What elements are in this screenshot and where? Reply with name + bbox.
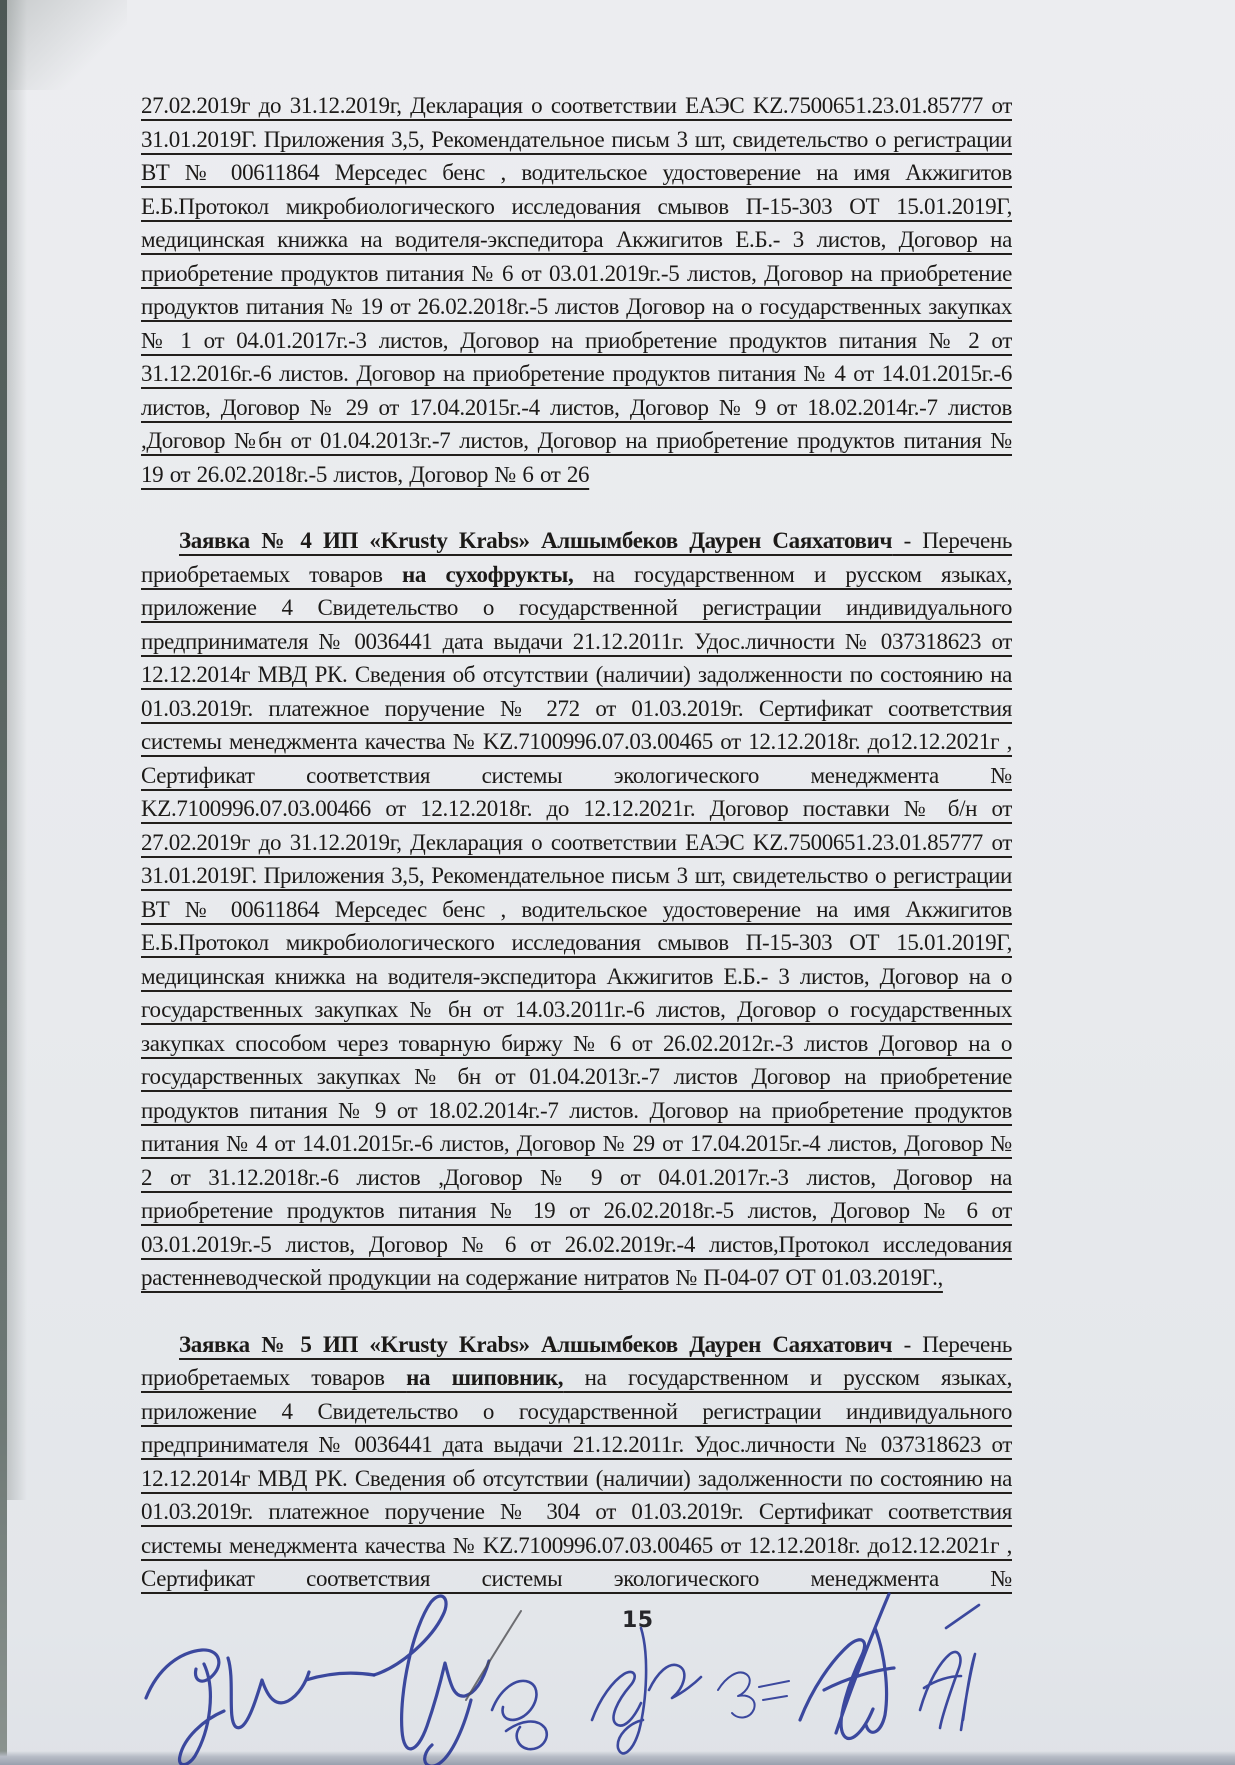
signatures-group (0, 1570, 1235, 1765)
document-text-block (141, 0, 1012, 1596)
text-segment: Заявка № 4 ИП «Krusty Krabs» Алшымбеков Даурен Саяхатович (179, 528, 893, 553)
signature-7 (920, 1605, 979, 1730)
scan-left-edge (0, 0, 7, 1765)
paragraph-application-5 (141, 1328, 1012, 1596)
text-segment: Заявка № 5 ИП «Krusty Krabs» Алшымбеков Даурен Саяхатович (179, 1331, 893, 1357)
text-segment: - Перечень приобретаемых товаров (141, 1331, 1013, 1390)
signature-6 (800, 1594, 894, 1739)
pencil-stroke (466, 1611, 521, 1700)
scan-corner-shadow (7, 0, 127, 90)
signature-4 (592, 1628, 701, 1753)
text-segment: на государственном и русском языках, приложение 4 Свидетельство о государственной регистрации индивидуального предпринимателя № 0036441 дата выдачи 21.12.2011г. Удос.личности № 037318623 от 12.12.2014г МВД РК. Сведения об отсутствии (наличии) задолженности по состоянию на 01.03.2019г. платежное поручение № 272 от 01.03.2019г. Сертификат соответствия системы менеджмента качества № KZ.7100996.07.03.00465 от 12.12.2018г. до12.12.2021г , Сертификат соответствия системы экологического менеджмента № KZ.7100996.07.03.00466 от 12.12.2018г. до 12.12.2021г. Договор поставки № б/н от 27.02.2019г до 31.12.2019г, Декларация о соответствии ЕАЭС KZ.7500651.23.01.85777 от 31.01.2019Г. Приложения 3,5, Рекомендательное письм 3 шт, свидетельство о регистрации ВТ № 00611864 Мерседес бенс , водительское удостоверение на имя Акжигитов Е.Б.Протокол микробиологического исследования смывов П-15-303 ОТ 15.01.2019Г, медицинская книжка на водителя-экспедитора Акжигитов Е.Б.- 3 листов, Договор на о государственных закупках № бн от 14.03.2011г.-6 листов, Договор о государственных закупках способом через товарную биржу № 6 от 26.02.2012г.-3 листов Договор на о государственных закупках № бн от 01.04.2013г.-7 листов Договор на приобретение продуктов питания № 9 от 18.02.2014г.-7 листов. Договор на приобретение продуктов питания № 4 от 14.01.2015г.-6 листов, Договор № 29 от 17.04.2015г.-4 листов, Договор № 2 от 31.12.2018г.-6 листов ,Договор № 9 от 04.01.2017г.-3 листов, Договор на приобретение продуктов питания № 19 от 26.02.2018г.-5 листов, Договор № 6 от 03.01.2019г.-5 листов, Договор № 6 от 26.02.2019г.-4 листов,Протокол исследования растенневодческой продукции на содержание нитратов № П-04-07 ОТ 01.03.2019Г., (141, 561, 1012, 1290)
signature-5 (718, 1672, 789, 1717)
signature-2 (374, 1596, 489, 1765)
text-segment: на государственном и русском языках, приложение 4 Свидетельство о государственной регистрации индивидуального предпринимателя № 0036441 дата выдачи 21.12.2011г. Удос.личности № 037318623 от 12.12.2014г МВД РК. Сведения об отсутствии (наличии) задолженности по состоянию на 01.03.2019г. платежное поручение № 304 от 01.03.2019г. Сертификат соответствия системы менеджмента качества № KZ.7100996.07.03.00465 от 12.12.2018г. до12.12.2021г , Сертификат соответствия системы экологического менеджмента № (141, 1365, 1012, 1591)
paragraph-continuation (141, 89, 1012, 491)
scan-left-edge-shadow (7, 0, 27, 1500)
text-segment: - Перечень приобретаемых товаров (141, 528, 1013, 587)
page-number: 15 (622, 1608, 654, 1633)
paragraph-application-4 (141, 524, 1012, 1295)
text-segment: на сухофрукты, (402, 561, 574, 587)
signature-1 (146, 1650, 374, 1765)
text-segment: на шиповник, (406, 1365, 564, 1390)
text-segment: 27.02.2019г до 31.12.2019г, Декларация о соответствии ЕАЭС KZ.7500651.23.01.85777 от 31.01.2019Г. Приложения 3,5, Рекомендательное письм 3 шт, свидетельство о регистрации ВТ № 00611864 Мерседес бенс , водительское удостоверение на имя Акжигитов Е.Б.Протокол микробиологического исследования смывов П-15-303 ОТ 15.01.2019Г, медицинская книжка на водителя-экспедитора Акжигитов Е.Б.- 3 листов, Договор на приобретение продуктов питания № 6 от 03.01.2019г.-5 листов, Договор на приобретение продуктов питания № 19 от 26.02.2018г.-5 листов Договор на о государственных закупках № 1 от 04.01.2017г.-3 листов, Договор на приобретение продуктов питания № 2 от 31.12.2016г.-6 листов. Договор на приобретение продуктов питания № 4 от 14.01.2015г.-6 листов, Договор № 29 от 17.04.2015г.-4 листов, Договор № 9 от 18.02.2014г.-7 листов ,Договор №бн от 01.04.2013г.-7 листов, Договор на приобретение продуктов питания № 19 от 26.02.2018г.-5 листов, Договор № 6 от 26 (141, 93, 1012, 487)
signature-3 (492, 1681, 547, 1749)
